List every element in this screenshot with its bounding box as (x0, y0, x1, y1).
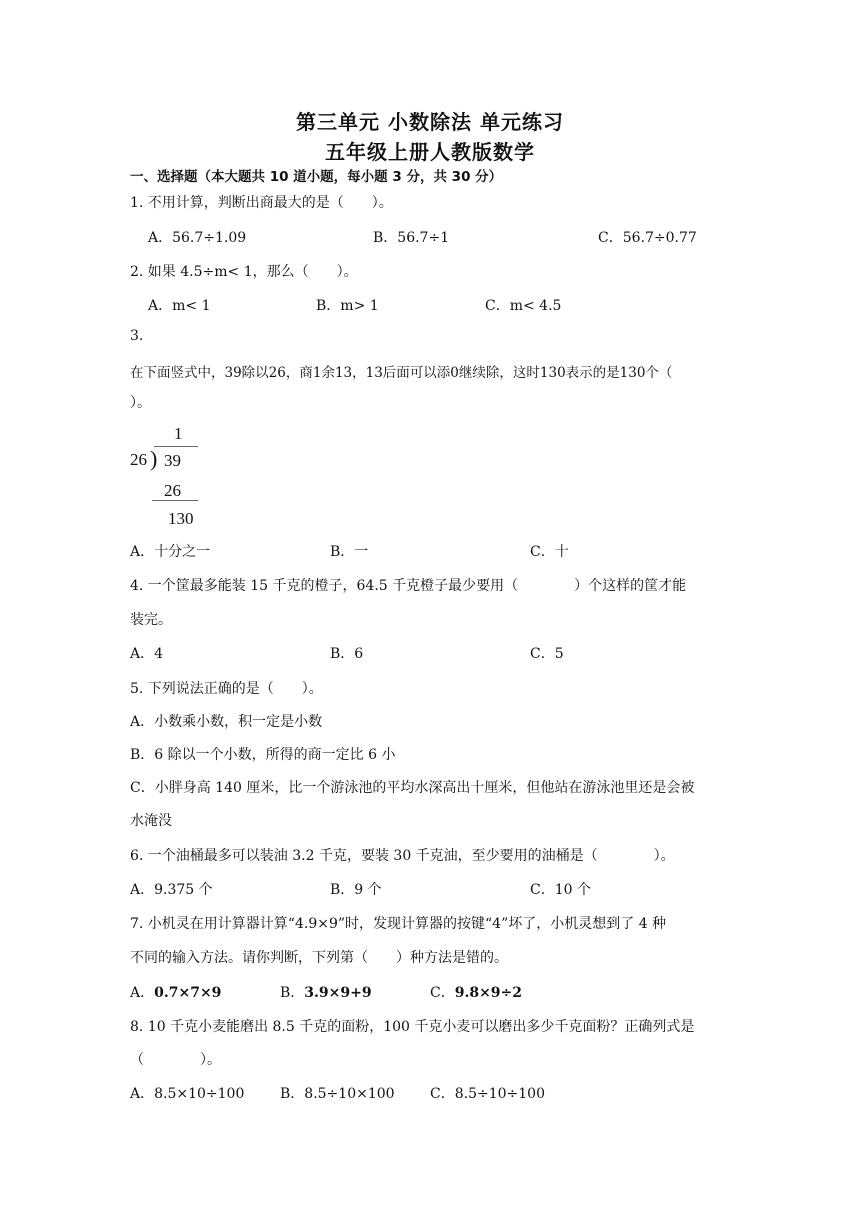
division-quotient: 1 (174, 424, 183, 443)
question-3-stem-line-1: 在下面竖式中，39除以26，商1余13，13后面可以添0继续除，这时130表示的是130个（ (130, 365, 673, 381)
question-6-option-b: B．9 个 (330, 882, 382, 898)
question-1-option-a: A．56.7÷1.09 (148, 230, 247, 246)
question-5-option-c-line-2: 水淹没 (130, 813, 172, 829)
question-5-stem: 5. 下列说法正确的是（ ）。 (130, 681, 323, 697)
question-6-option-a: A．9.375 个 (130, 882, 213, 898)
division-remainder: 130 (168, 509, 194, 528)
question-8-option-c: C．8.5÷10÷100 (430, 1086, 545, 1102)
question-7-stem-line-2: 不同的输入方法。请你判断，下列第（ ）种方法是错的。 (130, 950, 508, 966)
question-8-option-b: B．8.5÷10×100 (280, 1086, 395, 1102)
question-4-option-c: C．5 (530, 646, 564, 662)
question-3-number: 3. (130, 328, 144, 344)
question-7-option-c (430, 982, 522, 1002)
option-expression: 0.7×7×9 (154, 985, 222, 1001)
subtraction-line (152, 500, 198, 501)
question-6-option-c: C．10 个 (530, 882, 591, 898)
question-5-option-c-line-1: C．小胖身高 140 厘米，比一个游泳池的平均水深高出十厘米，但他站在游泳池里还是会被 (130, 780, 695, 796)
option-expression: 9.8×9÷2 (454, 985, 523, 1001)
question-1-option-b: B．56.7÷1 (373, 230, 450, 246)
question-3-stem-line-2: ）。 (130, 395, 151, 411)
worksheet-subtitle: 五年级上册人教版数学 (325, 140, 535, 164)
question-8-option-a: A．8.5×10÷100 (130, 1086, 245, 1102)
question-4-stem-line-1: 4. 一个筐最多能装 15 千克的橙子，64.5 千克橙子最少要用（ ）个这样的筐才能 (130, 578, 687, 594)
option-expression: 3.9×9+9 (304, 985, 372, 1001)
question-7-option-b (280, 982, 372, 1002)
question-3-option-b: B．一 (330, 544, 369, 560)
long-division-diagram (130, 420, 220, 530)
question-1-option-c: C．56.7÷0.77 (598, 230, 697, 246)
option-label: A． (130, 985, 155, 1001)
division-product: 26 (164, 481, 181, 500)
division-divisor: 26 (130, 450, 147, 469)
question-5-option-a: A．小数乘小数，积一定是小数 (130, 714, 323, 730)
question-3-option-c: C．十 (530, 544, 569, 560)
question-7-stem-line-1: 7. 小机灵在用计算器计算“4.9×9”时，发现计算器的按键“4”坏了，小机灵想到了 4 种 (130, 916, 667, 932)
question-2-option-a: A．m< 1 (148, 298, 211, 314)
division-bar (154, 446, 198, 447)
question-4-option-b: B．6 (330, 646, 364, 662)
question-8-stem-line-2: （ ）。 (130, 1052, 221, 1068)
question-8-stem-line-1: 8. 10 千克小麦能磨出 8.5 千克的面粉，100 千克小麦可以磨出多少千克面粉？正确列式是 (130, 1019, 695, 1035)
question-2-option-b: B．m> 1 (316, 298, 379, 314)
question-2-stem: 2. 如果 4.5÷m< 1，那么（ ）。 (130, 264, 358, 280)
question-4-option-a: A．4 (130, 646, 164, 662)
section-heading-multiple-choice: 一、选择题（本大题共 10 道小题，每小题 3 分，共 30 分） (130, 169, 503, 185)
question-7-option-a (130, 982, 221, 1002)
worksheet-title: 第三单元 小数除法 单元练习 (296, 110, 564, 134)
question-2-option-c: C．m< 4.5 (485, 298, 562, 314)
question-5-option-b: B．6 除以一个小数，所得的商一定比 6 小 (130, 747, 396, 763)
question-6-stem: 6. 一个油桶最多可以装油 3.2 千克，要装 30 千克油，至少要用的油桶是（ ）。 (130, 848, 675, 864)
option-label: C． (430, 985, 455, 1001)
question-4-stem-line-2: 装完。 (130, 612, 172, 628)
division-dividend: 39 (164, 451, 181, 470)
question-1-stem: 1. 不用计算，判断出商最大的是（ ）。 (130, 195, 393, 211)
option-label: B． (280, 985, 305, 1001)
division-bracket: ) (150, 446, 158, 471)
question-3-option-a: A．十分之一 (130, 544, 211, 560)
